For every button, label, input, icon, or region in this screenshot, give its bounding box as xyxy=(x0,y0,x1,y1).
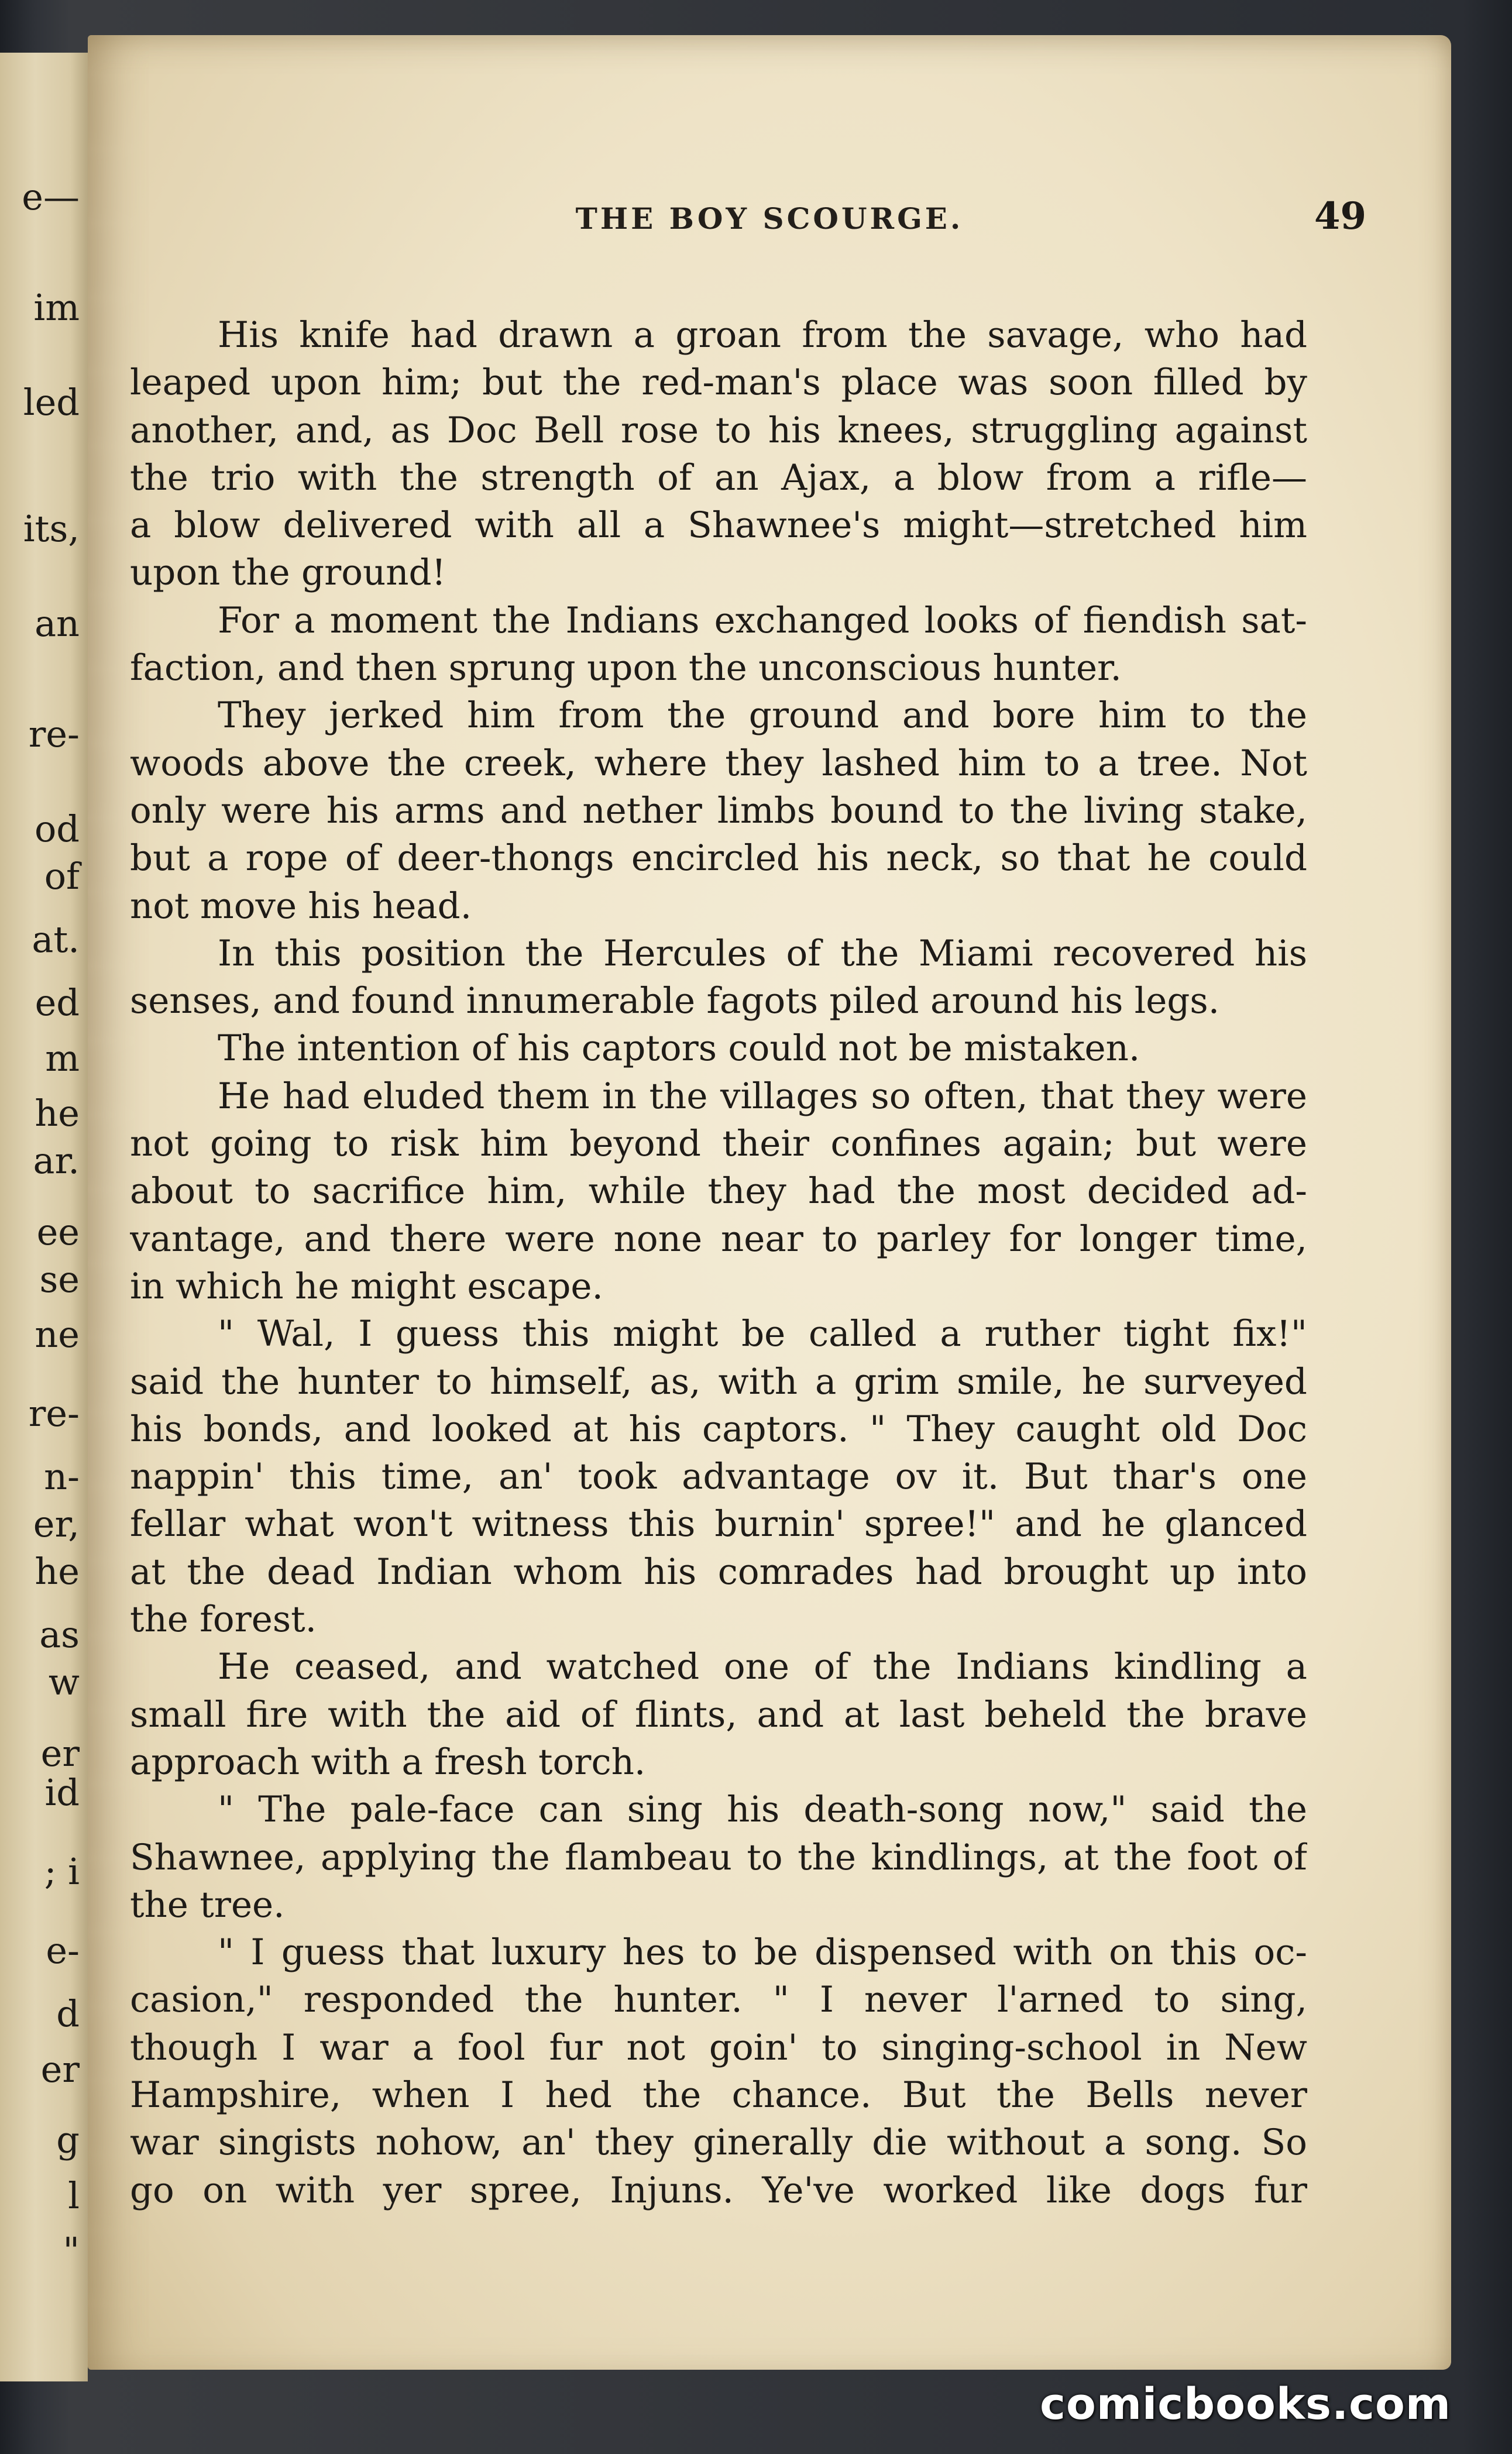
left-page-fragment: id xyxy=(44,1771,80,1814)
text-line: nappin' this time, an' took advantage ov it. But thar's one xyxy=(130,1456,1307,1498)
left-page-fragment: re- xyxy=(28,713,80,755)
text-line: casion," responded the hunter. " I never l'arned to sing, xyxy=(130,1979,1307,2021)
text-line: though I war a fool fur not goin' to singing-school in New xyxy=(130,2026,1307,2068)
text-line: For a moment the Indians exchanged looks of fiendish sat- xyxy=(218,599,1307,641)
left-page-fragment: ee xyxy=(36,1211,80,1253)
text-line: said the hunter to himself, as, with a grim smile, he surveyed xyxy=(130,1360,1307,1403)
text-line: Shawnee, applying the flambeau to the kindlings, at the foot of xyxy=(130,1836,1307,1878)
text-line: the tree. xyxy=(130,1884,285,1926)
left-page-fragment: led xyxy=(23,381,80,424)
text-line: but a rope of deer-thongs encircled his neck, so that he could xyxy=(130,837,1307,879)
text-line: his bonds, and looked at his captors. " They caught old Doc xyxy=(130,1408,1307,1450)
text-line: upon the ground! xyxy=(130,552,446,594)
text-line: war singists nohow, an' they ginerally die without a song. So xyxy=(130,2122,1307,2164)
text-line: They jerked him from the ground and bore him to the xyxy=(218,695,1307,737)
text-line: another, and, as Doc Bell rose to his knees, struggling against xyxy=(130,409,1307,451)
text-line: only were his arms and nether limbs bound to the living stake, xyxy=(130,789,1307,831)
text-line: go on with yer spree, Injuns. Ye've worked like dogs fur xyxy=(130,2169,1307,2211)
text-line: " I guess that luxury hes to be dispensed with on this oc- xyxy=(218,1931,1307,1974)
text-line: He ceased, and watched one of the Indians kindling a xyxy=(218,1646,1307,1688)
left-page-fragment: od xyxy=(34,807,80,850)
text-line: senses, and found innumerable fagots piled around his legs. xyxy=(130,980,1220,1022)
left-page-fragment: its, xyxy=(23,507,80,550)
left-page-fragment: e- xyxy=(46,1929,80,1972)
left-page-fragment: an xyxy=(35,602,80,645)
book-page xyxy=(88,35,1451,2370)
left-page-fragment: at. xyxy=(32,918,80,961)
text-line: woods above the creek, where they lashed him to a tree. Not xyxy=(130,742,1307,784)
watermark-logo: comicbooks.com xyxy=(1040,2379,1451,2429)
left-page-fragment: n- xyxy=(44,1455,80,1498)
left-page-fragment: l xyxy=(68,2174,80,2217)
left-page-fragment: e— xyxy=(22,176,80,218)
text-line: His knife had drawn a groan from the savage, who had xyxy=(218,314,1307,356)
text-line: at the dead Indian whom his comrades had brought up into xyxy=(130,1551,1307,1593)
left-facing-page xyxy=(0,53,88,2381)
text-line: In this position the Hercules of the Miami recovered his xyxy=(218,932,1307,974)
left-page-fragment: er xyxy=(40,1732,80,1775)
left-page-fragment: he xyxy=(35,1092,80,1135)
text-line: fellar what won't witness this burnin' spree!" and he glanced xyxy=(130,1503,1307,1545)
left-page-fragment: m xyxy=(45,1037,80,1080)
body-text xyxy=(130,311,1307,2214)
left-page-fragment: w xyxy=(48,1661,80,1703)
text-line: in which he might escape. xyxy=(130,1265,603,1307)
text-line: the trio with the strength of an Ajax, a blow from a rifle— xyxy=(130,456,1307,499)
text-line: about to sacrifice him, while they had the most decided ad- xyxy=(130,1170,1307,1212)
left-page-fragment: er xyxy=(40,2048,80,2091)
left-page-fragment: ; i xyxy=(44,1850,80,1893)
left-page-fragment: re- xyxy=(28,1392,80,1435)
left-page-fragment: er, xyxy=(33,1503,80,1545)
left-page-fragment: d xyxy=(56,1992,80,2035)
text-line: small fire with the aid of flints, and at last beheld the brave xyxy=(130,1693,1307,1735)
text-line: leaped upon him; but the red-man's place was soon filled by xyxy=(130,362,1307,404)
text-line: faction, and then sprung upon the unconscious hunter. xyxy=(130,647,1122,689)
text-line: " The pale-face can sing his death-song now," said the xyxy=(218,1789,1307,1831)
left-page-fragment: " xyxy=(63,2229,80,2272)
left-page-fragment: ar. xyxy=(33,1139,80,1182)
left-page-fragment: ne xyxy=(35,1313,80,1356)
left-page-fragment: he xyxy=(35,1550,80,1593)
left-page-fragment: as xyxy=(39,1613,80,1656)
page-number: 49 xyxy=(1314,194,1366,238)
running-title: THE BOY SCOURGE. xyxy=(575,201,964,236)
text-line: approach with a fresh torch. xyxy=(130,1741,646,1783)
text-line: not going to risk him beyond their confines again; but were xyxy=(130,1123,1307,1165)
text-line: a blow delivered with all a Shawnee's might—stretched him xyxy=(130,504,1307,547)
left-page-fragment: se xyxy=(39,1258,80,1301)
text-line: He had eluded them in the villages so often, that they were xyxy=(218,1075,1307,1117)
text-line: Hampshire, when I hed the chance. But the Bells never xyxy=(130,2074,1307,2116)
text-line: the forest. xyxy=(130,1599,317,1641)
left-page-fragment: im xyxy=(33,286,80,329)
text-line: " Wal, I guess this might be called a ruther tight fix!" xyxy=(218,1313,1307,1355)
left-page-fragment: of xyxy=(44,855,80,898)
text-line: not move his head. xyxy=(130,885,472,927)
left-page-fragment: g xyxy=(56,2119,80,2161)
left-page-fragment: ed xyxy=(35,981,80,1024)
text-line: The intention of his captors could not be mistaken. xyxy=(218,1027,1140,1070)
text-line: vantage, and there were none near to parley for longer time, xyxy=(130,1218,1307,1260)
